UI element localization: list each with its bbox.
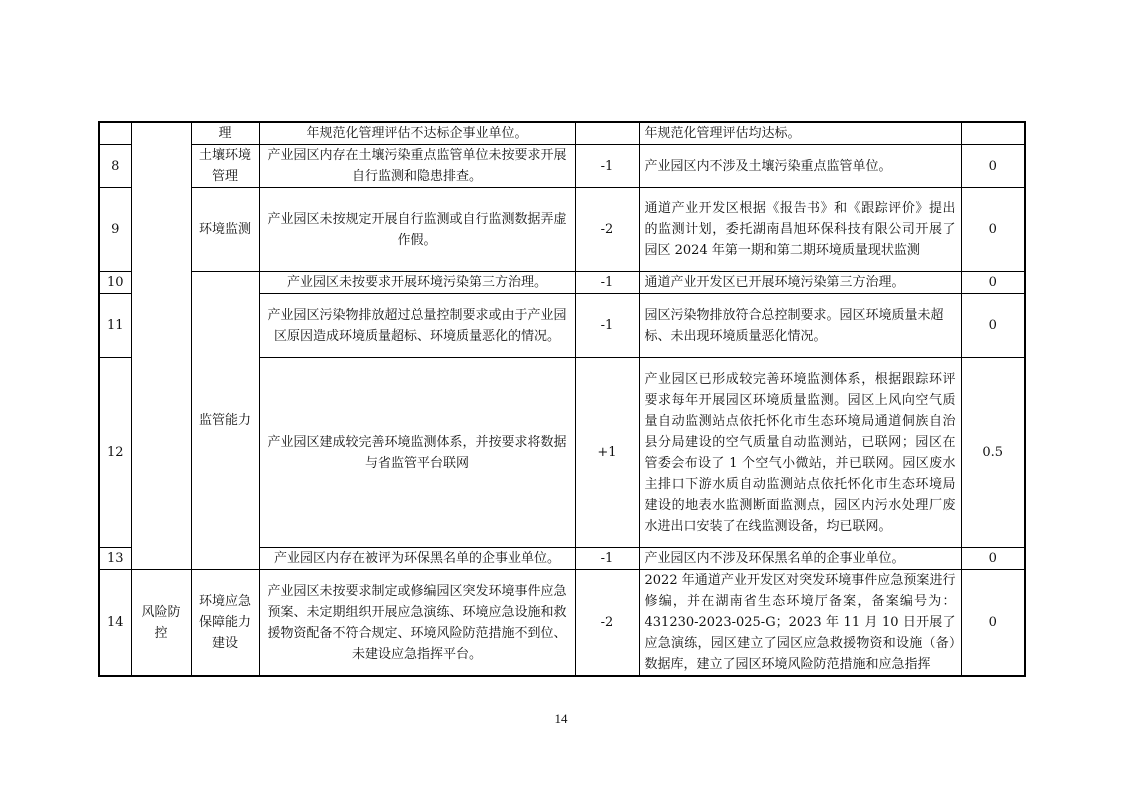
score-cell: -1 [575, 145, 639, 188]
score-cell: -2 [575, 188, 639, 272]
situation-cell: 园区污染物排放符合总控制要求。园区环境质量未超标、未出现环境质量恶化情况。 [639, 294, 961, 358]
row-number: 9 [99, 188, 131, 272]
page-number: 14 [554, 711, 568, 726]
subcategory-cell: 环境应急保障能力建设 [191, 570, 259, 677]
result-cell: 0 [961, 188, 1025, 272]
row-number [99, 122, 131, 145]
result-cell: 0 [961, 570, 1025, 677]
criterion-cell: 产业园区污染物排放超过总量控制要求或由于产业园区原因造成环境质量超标、环境质量恶化的情况。 [259, 294, 575, 358]
table-row [99, 272, 1025, 294]
score-cell [575, 122, 639, 145]
subcategory-cell: 土壤环境管理 [191, 145, 259, 188]
table-row [99, 188, 1025, 272]
criterion-cell: 产业园区建成较完善环境监测体系，并按要求将数据与省监管平台联网 [259, 358, 575, 548]
row-number: 8 [99, 145, 131, 188]
row-number: 11 [99, 294, 131, 358]
row-number: 13 [99, 548, 131, 570]
result-cell: 0.5 [961, 358, 1025, 548]
situation-cell: 通道产业开发区已开展环境污染第三方治理。 [639, 272, 961, 294]
situation-cell: 通道产业开发区根据《报告书》和《跟踪评价》提出的监测计划，委托湖南昌旭环保科技有限公司开展了园区 2024 年第一期和第二期环境质量现状监测 [639, 188, 961, 272]
subcategory-cell: 监管能力 [191, 272, 259, 570]
score-cell: -2 [575, 570, 639, 677]
criterion-cell: 产业园区内存在土壤污染重点监管单位未按要求开展自行监测和隐患排查。 [259, 145, 575, 188]
result-cell: 0 [961, 145, 1025, 188]
row-number: 12 [99, 358, 131, 548]
situation-cell: 年规范化管理评估均达标。 [639, 122, 961, 145]
score-cell: -1 [575, 548, 639, 570]
score-cell: -1 [575, 272, 639, 294]
situation-cell: 产业园区内不涉及环保黑名单的企事业单位。 [639, 548, 961, 570]
score-cell: -1 [575, 294, 639, 358]
category-cell [131, 122, 191, 570]
criterion-cell: 产业园区未按要求制定或修编园区突发环境事件应急预案、未定期组织开展应急演练、环境应急设施和救援物资配备不符合规定、环境风险防范措施不到位、未建设应急指挥平台。 [259, 570, 575, 677]
result-cell: 0 [961, 548, 1025, 570]
category-cell: 风险防控 [131, 570, 191, 677]
situation-cell: 产业园区内不涉及土壤污染重点监管单位。 [639, 145, 961, 188]
situation-cell: 2022 年通道产业开发区对突发环境事件应急预案进行修编，并在湖南省生态环境厅备案，备案编号为：431230-2023-025-G；2023 年 11 月 10 日开展了应急演练，园区建立了园区应急救援物资和设施（备）数据库，建立了园区环境风险防范措施和应急指挥 [639, 570, 961, 677]
row-number: 10 [99, 272, 131, 294]
score-cell: +1 [575, 358, 639, 548]
situation-cell: 产业园区已形成较完善环境监测体系，根据跟踪环评要求每年开展园区环境质量监测。园区上风向空气质量自动监测站点依托怀化市生态环境局通道侗族自治县分局建设的空气质量自动监测站，已联网；园区在管委会布设了 1 个空气小微站，并已联网。园区废水主排口下游水质自动监测站点依托怀化市生态环境局建设的地表水监测断面监测点，园区内污水处理厂废水进出口安装了在线监测设备，均已联网。 [639, 358, 961, 548]
result-cell: 0 [961, 294, 1025, 358]
assessment-table [98, 121, 1026, 677]
subcategory-cell: 环境监测 [191, 188, 259, 272]
table-row [99, 570, 1025, 677]
row-number: 14 [99, 570, 131, 677]
subcategory-cell: 理 [191, 122, 259, 145]
criterion-cell: 产业园区未按要求开展环境污染第三方治理。 [259, 272, 575, 294]
criterion-cell: 产业园区内存在被评为环保黑名单的企事业单位。 [259, 548, 575, 570]
criterion-cell: 年规范化管理评估不达标企事业单位。 [259, 122, 575, 145]
table-row [99, 145, 1025, 188]
table-row [99, 122, 1025, 145]
result-cell: 0 [961, 272, 1025, 294]
result-cell [961, 122, 1025, 145]
criterion-cell: 产业园区未按规定开展自行监测或自行监测数据弄虚作假。 [259, 188, 575, 272]
